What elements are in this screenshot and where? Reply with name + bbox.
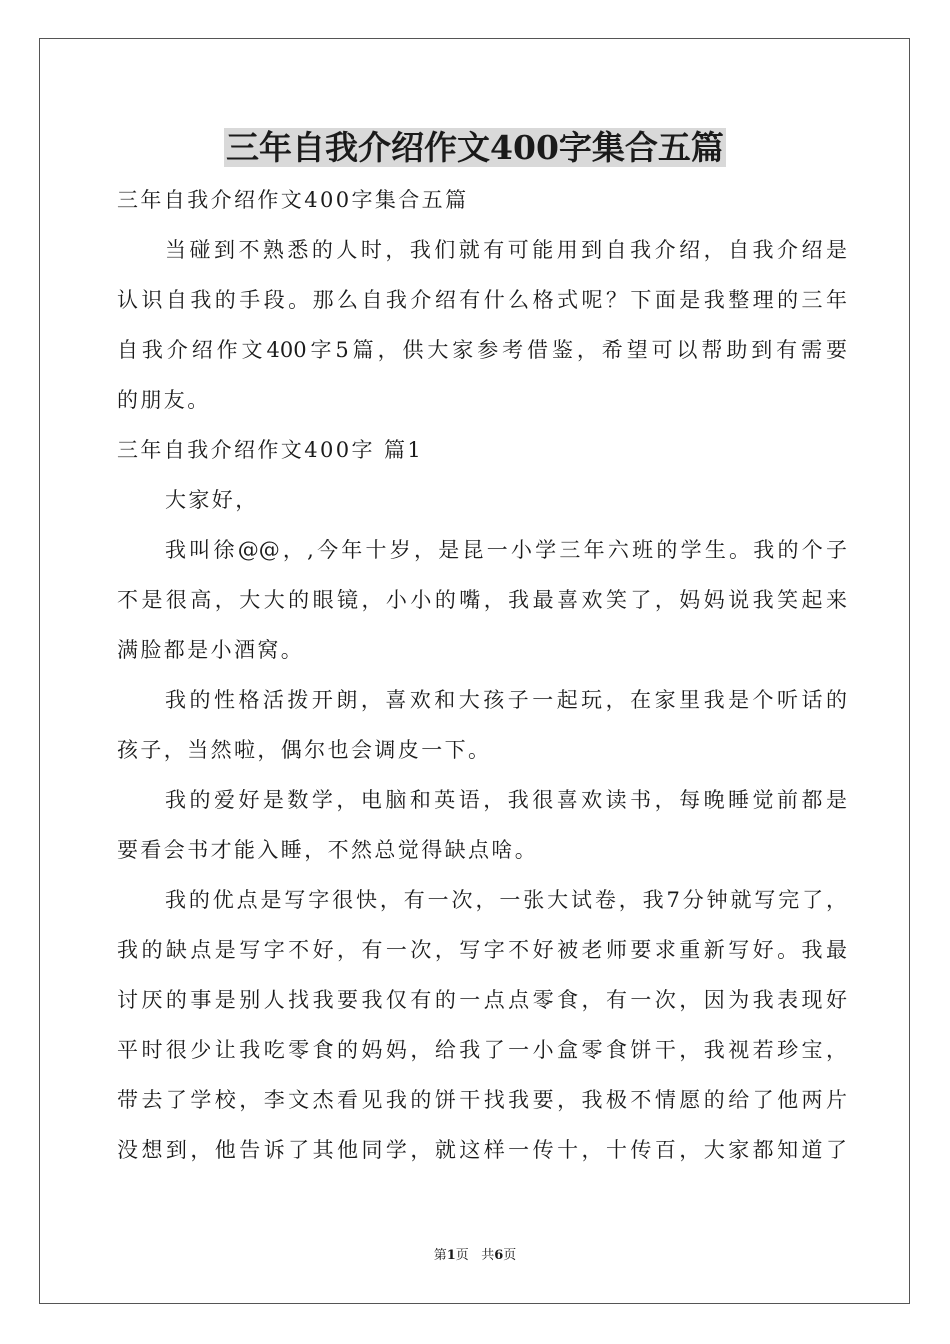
document-title xyxy=(0,125,950,171)
paragraph-line: 我的缺点是写字不好，有一次，写字不好被老师要求重新写好。我最 xyxy=(117,938,847,962)
paragraph-line: 讨厌的事是别人找我要我仅有的一点点零食，有一次，因为我表现好 xyxy=(117,988,847,1012)
paragraph-line: 带去了学校，李文杰看见我的饼干找我要，我极不情愿的给了他两片 xyxy=(117,1088,847,1112)
page-footer xyxy=(0,1247,950,1265)
page-border xyxy=(39,38,910,1304)
total-page-count: 6 xyxy=(494,1248,504,1263)
paragraph-line: 我的优点是写字很快，有一次，一张大试卷，我7分钟就写完了， xyxy=(165,888,847,912)
page-suffix: 页 xyxy=(455,1248,469,1263)
total-prefix: 共 xyxy=(481,1248,495,1263)
document-subtitle: 三年自我介绍作文400字集合五篇 xyxy=(117,188,469,212)
intro-line: 的朋友。 xyxy=(117,388,211,412)
intro-line: 当碰到不熟悉的人时，我们就有可能用到自我介绍，自我介绍是 xyxy=(165,238,847,262)
intro-line: 认识自我的手段。那么自我介绍有什么格式呢？下面是我整理的三年 xyxy=(117,288,847,312)
current-page-number: 1 xyxy=(446,1248,456,1263)
paragraph-line: 我的爱好是数学，电脑和英语，我很喜欢读书，每晚睡觉前都是 xyxy=(165,788,847,812)
intro-line: 自我介绍作文400字5篇，供大家参考借鉴，希望可以帮助到有需要 xyxy=(117,338,847,362)
paragraph-line: 我的性格活拨开朗，喜欢和大孩子一起玩，在家里我是个听话的 xyxy=(165,688,847,712)
greeting: 大家好， xyxy=(165,488,259,512)
paragraph-line: 孩子，当然啦，偶尔也会调皮一下。 xyxy=(117,738,492,762)
paragraph-line: 要看会书才能入睡，不然总觉得缺点啥。 xyxy=(117,838,539,862)
paragraph-line: 不是很高，大大的眼镜，小小的嘴，我最喜欢笑了，妈妈说我笑起来 xyxy=(117,588,847,612)
paragraph-line: 没想到，他告诉了其他同学，就这样一传十，十传百，大家都知道了 xyxy=(117,1138,847,1162)
paragraph-line: 满脸都是小酒窝。 xyxy=(117,638,305,662)
paragraph-line: 平时很少让我吃零食的妈妈，给我了一小盒零食饼干，我视若珍宝， xyxy=(117,1038,847,1062)
page-prefix: 第 xyxy=(433,1248,447,1263)
section-heading: 三年自我介绍作文400字 篇1 xyxy=(117,438,424,462)
document-title-text: 三年自我介绍作文400字集合五篇 xyxy=(226,128,724,167)
paragraph-line: 我叫徐@@，,今年十岁，是昆一小学三年六班的学生。我的个子 xyxy=(165,538,847,562)
total-suffix: 页 xyxy=(503,1248,517,1263)
